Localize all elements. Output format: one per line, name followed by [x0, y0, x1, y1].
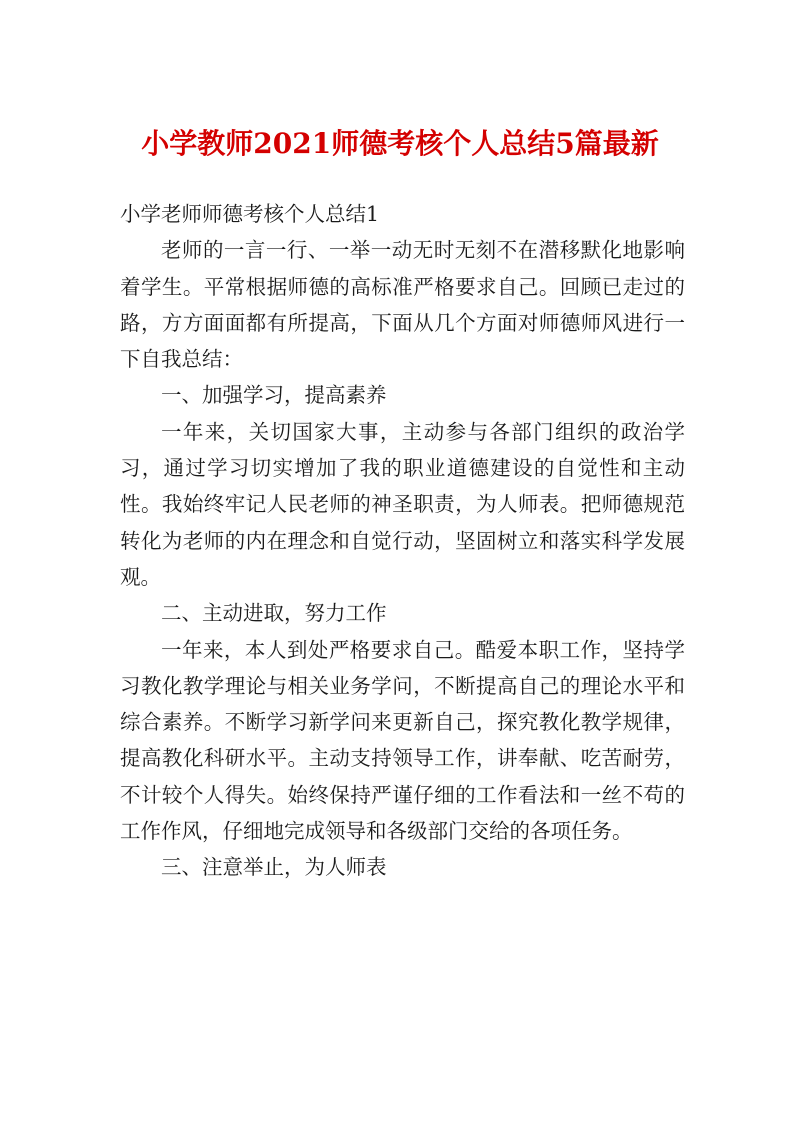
paragraph-work: 一年来，本人到处严格要求自己。酷爱本职工作，坚持学习教化教学理论与相关业务学问，不断提高自己的理论水平和综合素养。不断学习新学问来更新自己，探究教化教学规律，提高教化科研水平。主动支持领导工作，讲奉献、吃苦耐劳，不计较个人得失。始终保持严谨仔细的工作看法和一丝不苟的工作作风，仔细地完成领导和各级部门交给的各项任务。 [120, 637, 685, 844]
document-body [120, 196, 685, 886]
section-heading-1: 一、加强学习，提高素养 [161, 383, 387, 408]
paragraph-intro: 老师的一言一行、一举一动无时无刻不在潜移默化地影响着学生。平常根据师德的高标准严格要求自己。回顾已走过的路，方方面面都有所提高，下面从几个方面对师德师风进行一下自我总结： [120, 238, 685, 372]
paragraph-study: 一年来，关切国家大事，主动参与各部门组织的政治学习，通过学习切实增加了我的职业道德建设的自觉性和主动性。我始终牢记人民老师的神圣职责，为人师表。把师德规范转化为老师的内在理念和自觉行动，坚固树立和落实科学发展观。 [120, 419, 685, 589]
section-heading-3: 三、注意举止，为人师表 [161, 855, 387, 880]
section-heading-2: 二、主动进取，努力工作 [161, 601, 387, 626]
document-title: 小学教师2021师德考核个人总结5篇最新 [141, 127, 659, 160]
section-subtitle: 小学老师师德考核个人总结1 [120, 202, 380, 226]
